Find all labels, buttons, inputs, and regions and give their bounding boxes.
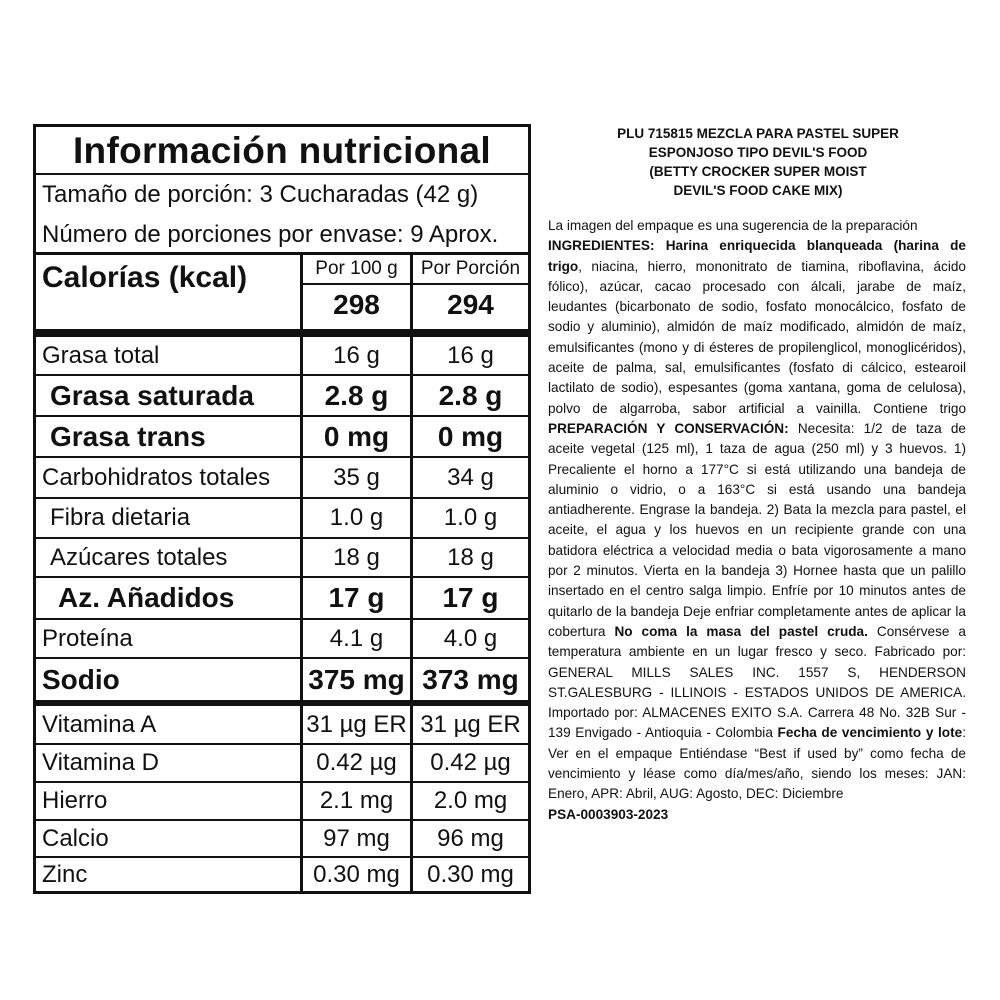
calories-per100-cell bbox=[300, 255, 410, 329]
nutrient-per100: 0.30 mg bbox=[300, 858, 410, 891]
package-note: La imagen del empaque es una sugerencia de la preparación bbox=[548, 218, 918, 233]
calories-portion-value: 294 bbox=[447, 289, 494, 320]
nutrient-row-calcium bbox=[36, 821, 528, 858]
nutrient-portion: 4.0 g bbox=[410, 620, 528, 657]
raw-dough-warning: No coma la masa del pastel cruda. bbox=[614, 623, 868, 639]
nutrient-per100: 4.1 g bbox=[300, 620, 410, 657]
nutrient-row-sodium bbox=[36, 659, 528, 706]
nutrient-label: Proteína bbox=[42, 624, 133, 652]
ingredients-bold: Harina enriquecida blanqueada (harina de trigo bbox=[548, 238, 966, 274]
ingredients-paragraph bbox=[548, 236, 966, 804]
nutrient-portion: 0.42 µg bbox=[410, 745, 528, 781]
nutrient-per100: 31 µg ER bbox=[300, 706, 410, 743]
nutrient-portion: 2.0 mg bbox=[410, 783, 528, 819]
nutrient-label: Fibra dietaria bbox=[50, 504, 191, 531]
nutrient-per100: 0 mg bbox=[300, 417, 410, 456]
nutrient-row-added-sugars bbox=[36, 578, 528, 620]
calories-label: Calorías (kcal) bbox=[42, 261, 248, 294]
nutrient-per100: 97 mg bbox=[300, 821, 410, 856]
nutrition-facts-panel bbox=[33, 124, 531, 894]
registry-code: PSA-0003903-2023 bbox=[548, 806, 669, 822]
nutrient-label: Grasa trans bbox=[50, 420, 206, 452]
product-info-text bbox=[548, 216, 966, 825]
serving-size: Tamaño de porción: 3 Cucharadas (42 g) bbox=[42, 181, 479, 208]
nutrient-row-trans-fat bbox=[36, 417, 528, 458]
nutrient-label: Az. Añadidos bbox=[58, 582, 235, 613]
calories-per100-value: 298 bbox=[333, 289, 380, 320]
nutrient-label: Vitamina D bbox=[42, 749, 159, 776]
preparation-label: PREPARACIÓN Y CONSERVACIÓN: bbox=[548, 420, 789, 436]
nutrient-per100: 35 g bbox=[300, 458, 410, 497]
nutrient-row-saturated-fat bbox=[36, 376, 528, 417]
product-name-line: DEVIL'S FOOD CAKE MIX) bbox=[673, 183, 843, 198]
nutrient-label: Zinc bbox=[42, 860, 88, 888]
nutrient-portion: 17 g bbox=[410, 578, 528, 618]
calories-portion-cell bbox=[410, 255, 528, 329]
nutrient-portion: 373 mg bbox=[410, 659, 528, 700]
nutrient-row-total-sugars bbox=[36, 539, 528, 578]
calories-row bbox=[36, 255, 528, 337]
product-name bbox=[538, 124, 978, 200]
servings-per-container: Número de porciones por envase: 9 Aprox. bbox=[42, 221, 499, 248]
nutrient-label: Azúcares totales bbox=[50, 543, 228, 571]
product-name-line: PLU 715815 MEZCLA PARA PASTEL SUPER bbox=[617, 126, 899, 141]
nutrient-per100: 16 g bbox=[300, 337, 410, 374]
nutrient-portion: 96 mg bbox=[410, 821, 528, 856]
nutrient-portion: 34 g bbox=[410, 458, 528, 497]
nutrient-label: Hierro bbox=[42, 787, 108, 814]
nutrient-portion: 1.0 g bbox=[410, 499, 528, 537]
storage-manufacturer-text: Consérvese a temperatura ambiente en un lugar fresco y seco. Fabricado por: GENERAL MILLS SALES INC. 1557 S, HENDERSON ST.GALESBURG - ILLINOIS - ESTADOS UNIDOS DE AMERICA. Importado por: ALMACENES EXITO S.A. Carrera 48 No. 32B Sur - 139 Envigado - Antioquia - Colombia bbox=[548, 623, 966, 741]
nutrient-portion: 0 mg bbox=[410, 417, 528, 456]
nutrient-per100: 0.42 µg bbox=[300, 745, 410, 781]
nutrient-per100: 375 mg bbox=[300, 659, 410, 700]
nutrient-row-zinc bbox=[36, 858, 528, 891]
product-name-line: (BETTY CROCKER SUPER MOIST bbox=[649, 164, 867, 179]
ingredients-text: , niacina, hierro, mononitrato de tiamina, riboflavina, ácido fólico), azúcar, cacao procesado con álcali, jarabe de maíz, leudantes (bicarbonato de sodio, fosfato monocálcico, fosfato de sodio y aluminio), almidón de maíz modificado, almidón de maíz, emulsificantes (mono y di ésteres de propilenglicol, monoglicéridos), aceite de palma, sal, emulsificantes (fosfato di cálcico, estearoil lactilato de sodio), espesantes (goma xantana, goma de celulosa), polvo de algarroba, sabor artificial a vainilla. bbox=[548, 258, 966, 416]
nutrient-per100: 17 g bbox=[300, 578, 410, 618]
nutrient-row-total-fat bbox=[36, 337, 528, 376]
nutrient-per100: 1.0 g bbox=[300, 499, 410, 537]
nutrient-row-iron bbox=[36, 783, 528, 821]
nutrient-per100: 2.8 g bbox=[300, 376, 410, 415]
col-portion-header: Por Porción bbox=[413, 255, 528, 285]
serving-info bbox=[36, 175, 528, 255]
expiry-text: : Ver en el empaque Entiéndase “Best if used by” como fecha de vencimiento y léase como día/mes/año, siendo los meses: JAN: Enero, APR: Abril, AUG: Agosto, DEC: Diciembre bbox=[548, 725, 966, 802]
nutrient-row-vitamin-d bbox=[36, 745, 528, 783]
nutrient-per100: 18 g bbox=[300, 539, 410, 576]
nutrient-portion: 2.8 g bbox=[410, 376, 528, 415]
nutrient-portion: 31 µg ER bbox=[410, 706, 528, 743]
ingredients-label: INGREDIENTES: bbox=[548, 238, 655, 254]
product-text-column bbox=[548, 124, 966, 825]
nutrient-per100: 2.1 mg bbox=[300, 783, 410, 819]
nutrient-row-fiber bbox=[36, 499, 528, 539]
nutrient-label: Calcio bbox=[42, 824, 109, 852]
nutrient-row-vitamin-a bbox=[36, 706, 528, 745]
nutrient-row-carbohydrates bbox=[36, 458, 528, 499]
nutrient-portion: 16 g bbox=[410, 337, 528, 374]
nutrient-label: Sodio bbox=[42, 663, 120, 695]
preparation-text: Necesita: 1/2 de taza de aceite vegetal (125 ml), 1 taza de agua (250 ml) y 3 huevos. 1) Precaliente el horno a 177°C si está utilizando una bandeja de aluminio o vidrio, o a 163°C si está usando una bandeja antiadherente. Engrase la bandeja. 2) Bata la mezcla para pastel, el aceite, el agua y los huevos en un recipiente grande con una batidora eléctrica a velocidad media o bata vigorosamente a mano por 2 minutos. Vierta en la bandeja 3) Hornee hasta que un palillo insertado en el centro salga limpio. Enfríe por 10 minutos antes de quitarlo de la bandeja Deje enfriar completamente antes de aplicar la cobertura bbox=[548, 420, 966, 639]
product-name-line: ESPONJOSO TIPO DEVIL'S FOOD bbox=[648, 145, 868, 160]
expiry-label: Fecha de vencimiento y lote bbox=[777, 725, 963, 741]
nutrient-label: Grasa total bbox=[42, 341, 160, 369]
nutrient-label: Grasa saturada bbox=[50, 379, 254, 411]
col-100g-header: Por 100 g bbox=[303, 255, 410, 285]
nutrient-portion: 18 g bbox=[410, 539, 528, 576]
nutrient-row-protein bbox=[36, 620, 528, 659]
nutrition-title: Información nutricional bbox=[36, 127, 528, 175]
allergen-note: Contiene trigo bbox=[873, 400, 967, 416]
nutrient-label: Carbohidratos totales bbox=[42, 463, 271, 491]
nutrient-portion: 0.30 mg bbox=[410, 858, 528, 891]
nutrient-label: Vitamina A bbox=[42, 710, 157, 738]
